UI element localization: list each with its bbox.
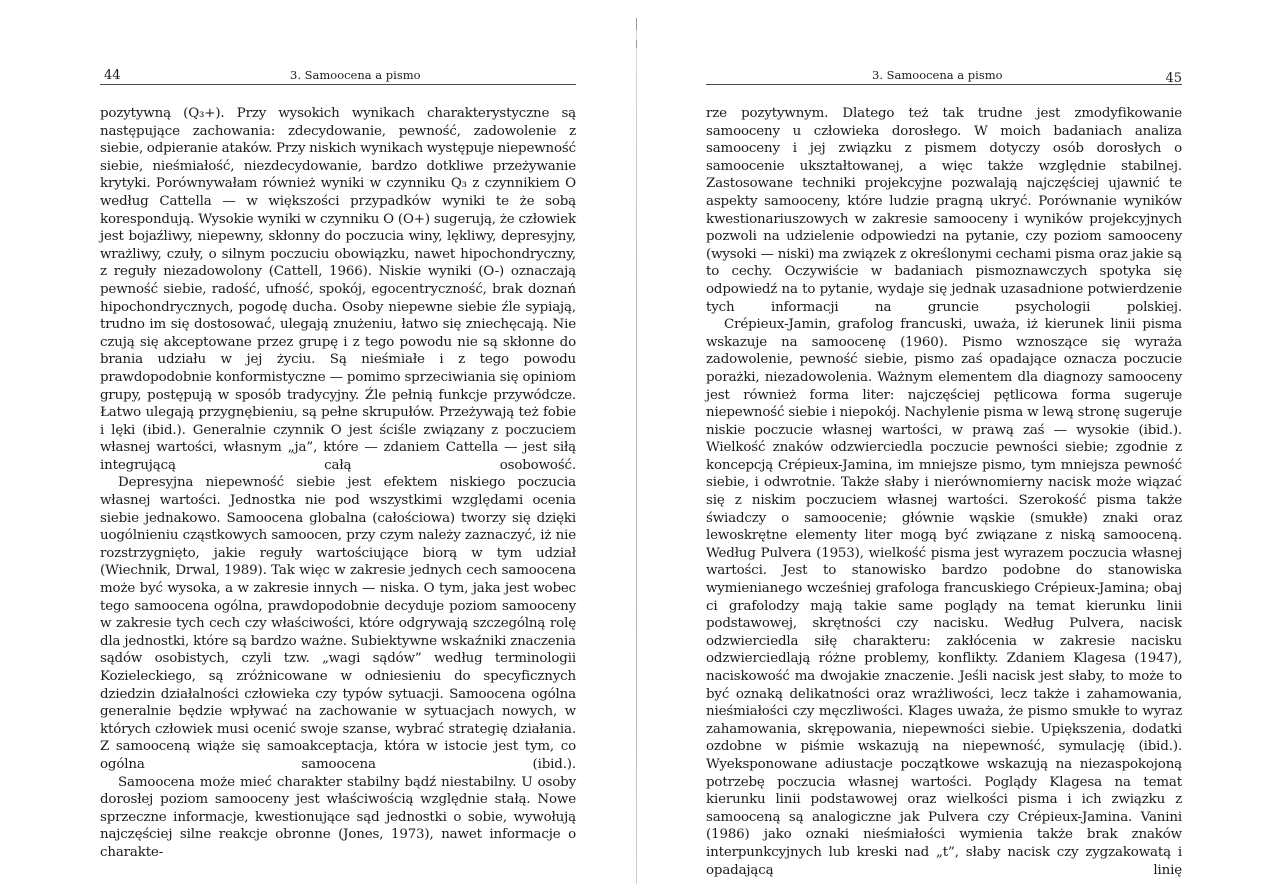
right-page-header [706,68,1182,85]
right-paragraph-1: rze pozytywnym. Dlatego też tak trudne jest zmodyfikowanie samooceny u człowieka dorosłego. W moich badaniach analiza samooceny i jej związku z pismem dotyczy osób dorosłych o samoocenie ukształtowanej, a więc także względnie stabilnej. Zastosowane techniki projekcyjne pozwalają najczęściej ujawnić te aspekty samooceny, które ludzie pragną ukryć. Porównanie wyników kwestionariuszowych w zakresie samooceny i wyników projekcyjnych pozwoli na udzielenie odpowiedzi na pytanie, czy poziom samooceny (wysoki — niski) ma związek z określonymi cechami pisma oraz jakie są to cechy. Oczywiście w badaniach pismoznawczych spotyka się odpowiedź na to pytanie, wydaje się jednak uzasadnione potwierdzenie tych informacji na gruncie psychologii polskiej. [706,106,1182,315]
left-page-body [100,105,576,862]
left-paragraph-2: Depresyjna niepewność siebie jest efektem niskiego poczucia własnej wartości. Jednostka nie pod wszystkimi względami ocenia siebie jednakowo. Samoocena globalna (całościowa) tworzy się dzięki uogólnieniu cząstkowych samoocen, przy czym należy zaznaczyć, iż nie rozstrzygnięto, jakie reguły wartościujące biorą w tym udział (Wiechnik, Drwal, 1989). Tak więc w zakresie jednych cech samoocena może być wysoka, a w zakresie innych — niska. O tym, jaka jest wobec tego samoocena ogólna, prawdopodobnie decyduje poziom samooceny w zakresie tych cech czy właściwości, które odgrywają szczególną rolę dla jednostki, które są bardzo ważne. Subiektywne wskaźniki znaczenia sądów osobistych, czyli tzw. „wagi sądów” według terminologii Kozieleckiego, są zróżnicowane w odniesieniu do specyficznych dziedzin działalności człowieka czy typów sytuacji. Samoocena ogólna generalnie będzie wpływać na zachowanie w sytuacjach nowych, w których człowiek musi ocenić swoje szanse, wybrać strategię działania. Z samooceną wiąże się samoakceptacja, która w istocie jest tym, co ogólna samoocena (ibid.). [100,475,576,772]
right-page [706,68,1182,879]
page-fold [636,18,637,884]
left-paragraph-1: pozytywną (Q₃+). Przy wysokich wynikach charakterystyczne są następujące zachowania: zdecydowanie, pewność, zadowolenie z siebie, odpieranie ataków. Przy niskich wynikach występuje niepewność siebie, nieśmiałość, niezdecydowanie, bardzo dotkliwe przeżywanie krytyki. Porównywałam również wyniki w czynniku Q₃ z czynnikiem O według Cattella — w większości przypadków wyniki te że sobą korespondują. Wysokie wyniki w czynniku O (O+) sugerują, że człowiek jest bojaźliwy, niepewny, skłonny do poczucia winy, lękliwy, depresyjny, wrażliwy, czuły, o silnym poczuciu obowiązku, nawet hipochondryczny, z reguły niezadowolony (Cattell, 1966). Niskie wyniki (O-) oznaczają pewność siebie, radość, ufność, spokój, egocentryczność, brak doznań hipochondrycznych, pogodę ducha. Osoby niepewne siebie źle sypiają, trudno im się dostosować, ulegają znużeniu, łatwo się zniechęcają. Nie czują się akceptowane przez grupę i z tego powodu nie są skłonne do brania udziału w jej życiu. Są nieśmiałe i z tego powodu prawdopodobnie konformistyczne — pomimo sprzeciwiania się opiniom grupy, postępują w sposób tradycyjny. Źle pełnią funkcje przywódcze. Łatwo ulegają przygnębieniu, są pełne skrupułów. Przeżywają też fobie i lęki (ibid.). Generalnie czynnik O jest ściśle związany z poczuciem własnej wartości, własnym „ja”, które — zdaniem Cattella — jest siłą integrującą całą osobowość. [100,106,576,473]
left-page [100,68,576,862]
right-running-head: 3. Samoocena a pismo [872,68,1003,82]
left-running-head: 3. Samoocena a pismo [290,68,421,82]
right-page-number: 45 [1165,71,1182,86]
right-paragraph-2: Crépieux-Jamin, grafolog francuski, uważa, iż kierunek linii pisma wskazuje na samoocenę (1960). Pismo wznoszące się wyraża zadowolenie, pewność siebie, pismo zaś opadające oznacza poczucie porażki, niezadowolenia. Ważnym elementem dla diagnozy samooceny jest również forma liter: najczęściej pętlicowa forma sugeruje niepewność siebie i niepokój. Nachylenie pisma w lewą stronę sugeruje niskie poczucie własnej wartości, w prawą zaś — wysokie (ibid.). Wielkość znaków odzwierciedla poczucie pewności siebie; zgodnie z koncepcją Crépieux-Jamina, im mniejsze pismo, tym mniejsza pewność siebie, i odwrotnie. Także słaby i nierównomierny nacisk może wiązać się z niskim poczuciem własnej wartości. Szerokość pisma także świadczy o samoocenie; głównie wąskie (smukłe) znaki oraz lewoskrętne elementy liter mogą być związane z niską samooceną. Według Pulvera (1953), wielkość pisma jest wyrazem poczucia własnej wartości. Jest to stanowisko bardzo podobne do stanowiska wymienianego wcześniej grafologa francuskiego Crépieux-Jamina; obaj ci grafolodzy mają takie same poglądy na temat kierunku linii podstawowej, skrętności czy nacisku. Według Pulvera, nacisk odzwierciedla siłę charakteru: zakłócenia w zakresie nacisku odzwierciedlają różne problemy, konflikty. Zdaniem Klagesa (1947), naciskowość ma dwojakie znaczenie. Jeśli nacisk jest słaby, to może to być oznaką delikatności oraz wrażliwości, lecz także i zahamowania, nieśmiałości czy męczliwości. Klages uważa, że pismo smukłe to wyraz zahamowania, skrępowania, niepewności siebie. Upiększenia, dodatki ozdobne w piśmie wskazują na niepewność, symulację (ibid.). Wyeksponowane adiustacje początkowe wskazują na niezaspokojoną potrzebę poczucia własnej wartości. Poglądy Klagesa na temat kierunku linii podstawowej oraz wielkości pisma i ich związku z samooceną są analogiczne jak Pulvera czy Crépieux-Jamina. Vanini (1986) jako oznaki nieśmiałości wymienia także brak znaków interpunkcyjnych lub kreski nad „t”, słaby nacisk czy zygzakowatą i opadającą linię [706,317,1182,878]
right-page-body [706,105,1182,879]
fold-mark [636,18,637,30]
fold-mark [636,40,637,48]
left-page-header [100,68,576,85]
left-page-number: 44 [104,68,121,83]
left-paragraph-3: Samoocena może mieć charakter stabilny bądź niestabilny. U osoby dorosłej poziom samooceny jest właściwością względnie stałą. Nowe sprzeczne informacje, kwestionujące sąd jednostki o sobie, wywołują najczęściej silne reakcje obronne (Jones, 1973), nawet informacje o charakte- [100,774,576,860]
